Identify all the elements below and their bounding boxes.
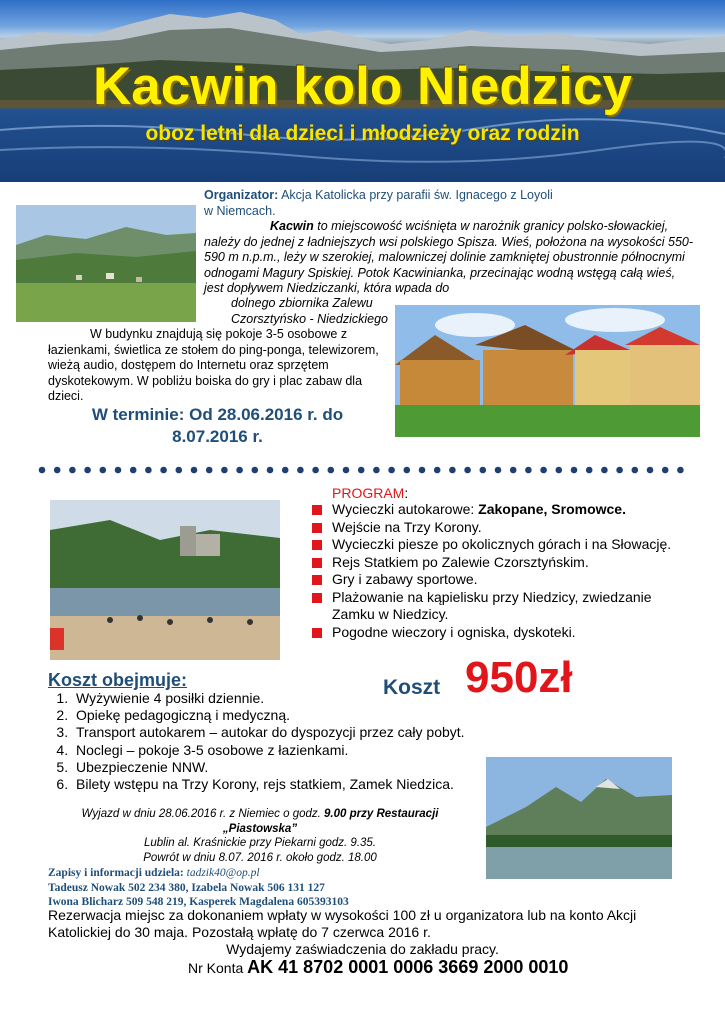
separator-dot [616, 467, 623, 474]
cost-item: 3. Transport autokarem – autokar do dyspozycji przez cały pobyt. [72, 724, 542, 741]
red-square-bullet-icon [312, 558, 322, 568]
program-item: Wycieczki autokarowe: Zakopane, Sromowce. [310, 501, 680, 519]
separator-dot [464, 467, 471, 474]
bank-account: Nr Konta AK 41 8702 0001 0006 3669 2000 0010 [188, 957, 569, 977]
dotted-separator [38, 464, 688, 476]
separator-dot [206, 467, 213, 474]
program-heading: PROGRAM: [332, 485, 409, 501]
separator-dot [525, 467, 532, 474]
price: 950zł [465, 653, 573, 702]
separator-dot [115, 467, 122, 474]
separator-dot [130, 467, 137, 474]
separator-dot [328, 467, 335, 474]
cost-heading: Koszt obejmuje: [48, 670, 188, 690]
separator-dot [221, 467, 228, 474]
red-square-bullet-icon [312, 505, 322, 515]
separator-dot [449, 467, 456, 474]
separator-dot [632, 467, 639, 474]
separator-dot [373, 467, 380, 474]
program-item: Wejście na Trzy Korony. [310, 519, 680, 537]
header-banner [0, 0, 725, 182]
separator-dot [297, 467, 304, 474]
program-item: Rejs Statkiem po Zalewie Czorsztyńskim. [310, 554, 680, 572]
separator-dot [69, 467, 76, 474]
separator-dot [54, 467, 61, 474]
cost-item: 6. Bilety wstępu na Trzy Korony, rejs statkiem, Zamek Niedzica. [72, 776, 542, 793]
separator-dot [480, 467, 487, 474]
separator-dot [176, 467, 183, 474]
program-list [310, 501, 680, 641]
separator-dot [662, 467, 669, 474]
separator-dot [100, 467, 107, 474]
separator-dot [419, 467, 426, 474]
separator-dot [160, 467, 167, 474]
cost-item: 2. Opiekę pedagogiczną i medyczną. [72, 707, 542, 724]
program-item: Wycieczki piesze po okolicznych górach i na Słowację. [310, 536, 680, 554]
page-subtitle: oboz letni dla dzieci i młodzieży oraz rodzin [145, 122, 580, 145]
separator-dot [236, 467, 243, 474]
separator-dot [601, 467, 608, 474]
cost-item: 1. Wyżywienie 4 posiłki dziennie. [72, 690, 542, 707]
separator-dot [586, 467, 593, 474]
departure-info: Wyjazd w dniu 28.06.2016 r. z Niemiec o godz. 9.00 przy Restauracji „Piastowska” Lublin al. Kraśnickie przy Piekarni godz. 9.35. Powrót w dniu 8.07. 2016 r. około godz. 18.00 [81, 808, 439, 864]
certificate-note: Wydajemy zaświadczenia do zakładu pracy. [226, 941, 499, 957]
cost-item: 5. Ubezpieczenie NNW. [72, 759, 542, 776]
separator-dot [540, 467, 547, 474]
contact-info: Zapisy i informacji udziela: tadzik40@op.pl Tadeusz Nowak 502 234 380, Izabela Nowak 506 131 127 Iwona Blicharz 509 548 219, Kasperek Magdalena 605393103 [48, 867, 349, 908]
village-landscape-photo [16, 205, 196, 322]
separator-dot [495, 467, 502, 474]
cost-list [24, 690, 542, 793]
separator-dot [677, 467, 684, 474]
separator-dot [571, 467, 578, 474]
red-square-bullet-icon [312, 575, 322, 585]
separator-dot [404, 467, 411, 474]
separator-dot [388, 467, 395, 474]
separator-dot [84, 467, 91, 474]
page-title: Kacwin kolo Niedzicy [93, 57, 632, 116]
castle-beach-photo [50, 500, 280, 660]
contact-email[interactable]: tadzik40@op.pl [186, 867, 260, 879]
separator-dot [343, 467, 350, 474]
reservation-text: Rezerwacja miejsc za dokonaniem wpłaty w wysokości 100 zł u organizatora lub na konto Akcji Katolickiej do 30 maja. Pozostałą wpłatę do 7 czerwca 2016 r. [48, 907, 637, 940]
organizer-text: Organizator: Akcja Katolicka przy parafii św. Ignacego z Loyoli w Niemcach. [204, 188, 553, 218]
red-square-bullet-icon [312, 523, 322, 533]
red-square-bullet-icon [312, 540, 322, 550]
kacwin-description-end: dolnego zbiornika Zalewu Czorsztyńsko - Niedzickiego [231, 296, 388, 326]
red-square-bullet-icon [312, 628, 322, 638]
chalets-photo [395, 305, 700, 437]
program-item: Pogodne wieczory i ogniska, dyskoteki. [310, 624, 680, 642]
building-description: W budynku znajdują się pokoje 3-5 osobowe z łazienkami, świetlica ze stołem do ping-ponga, telewizorem, wieżą audio, dostępem do Internetu oraz sprzętem dyskotekowym. W pobliżu boiska do gry i plac zabaw dla dzieci. [48, 327, 379, 403]
separator-dot [312, 467, 319, 474]
program-item: Plażowanie na kąpielisku przy Niedzicy, zwiedzanie Zamku w Niedzicy. [310, 589, 680, 624]
program-item: Gry i zabawy sportowe. [310, 571, 680, 589]
kacwin-description: Kacwin to miejscowość wciśnięta w narożnik granicy polsko-słowackiej, należy do jednej z ładniejszych wsi polskiego Spisza. Wieś, położona na wysokości 550-590 m n.p.m., leży w szerokiej, malowniczej dolinie zamkniętej obustronnie północnymi odnogami Magury Spiskiej. Potok Kacwinianka, przecinając wodną wstęgą całą wieś, jest dopływem Niedziczanki, która wpada do [204, 219, 694, 295]
cost-item: 4. Noclegi – pokoje 3-5 osobowe z łazienkami. [72, 742, 542, 759]
red-square-bullet-icon [312, 593, 322, 603]
separator-dot [647, 467, 654, 474]
separator-dot [434, 467, 441, 474]
separator-dot [282, 467, 289, 474]
separator-dot [267, 467, 274, 474]
cost-label: Koszt [383, 676, 441, 699]
separator-dot [39, 467, 46, 474]
separator-dot [510, 467, 517, 474]
separator-dot [358, 467, 365, 474]
separator-dot [191, 467, 198, 474]
term-dates: W terminie: Od 28.06.2016 r. do 8.07.2016 r. [91, 405, 344, 446]
separator-dot [145, 467, 152, 474]
separator-dot [556, 467, 563, 474]
separator-dot [252, 467, 259, 474]
river-mountains-photo [486, 757, 672, 879]
